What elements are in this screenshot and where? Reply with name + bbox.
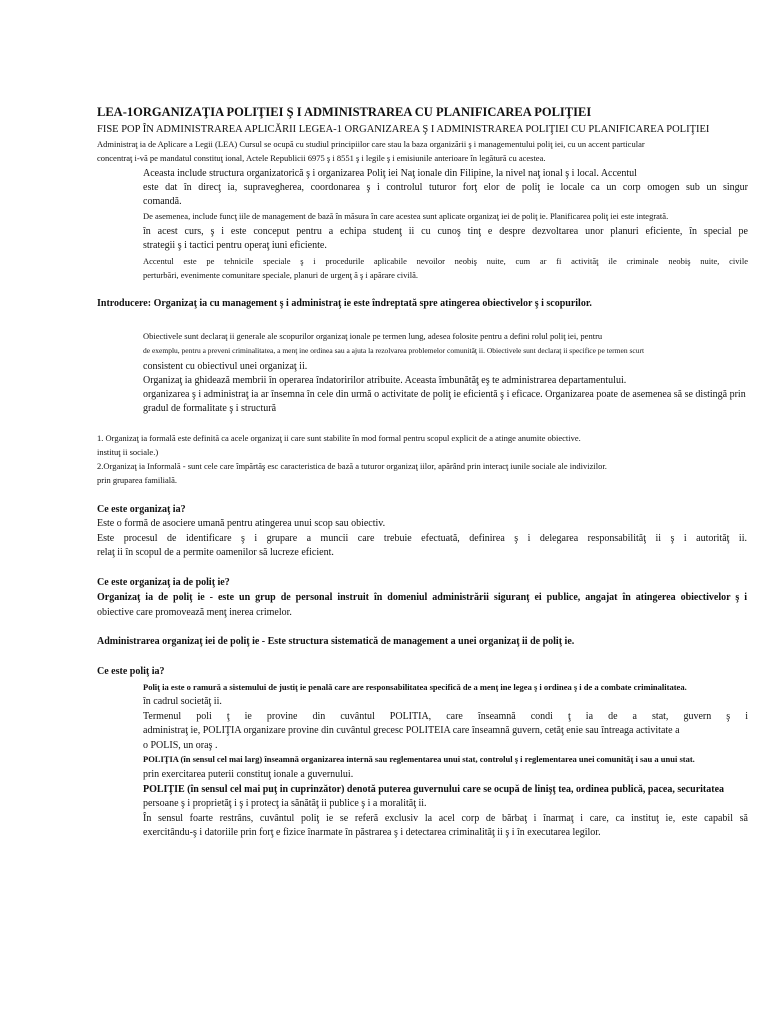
bullet-text: Aceasta include structura organizatorică ş i organizarea Poliţ iei Naţ ionale din Filipine, la nivel naţ ional ş i local. Accentul [143,168,637,179]
bullet-text: POLIŢIA (în sensul cel mai larg) înseamnă organizarea internă sau reglementarea unui stat, controlul ş i reglementarea unei comunităţ i sau a unui stat. [143,754,695,764]
bullet-icon [119,709,131,722]
bullet-text: în cadrul societăţ ii. [143,696,222,707]
intro-line: concentraţ i-vă pe mandatul constituţ ional, Actele Republicii 6975 ş i 8551 ş i legile ş i emisiunile anterioare în legătură cu acestea. [97,153,546,163]
bullet-text: Obiectivele sunt declaraţ ii generale ale scopurilor organizaţ ionale pe termen lung, adesea folosite pentru a defini rolul poliţ iei, pentru [143,331,603,341]
bullet-icon [119,811,131,824]
bullet-text: prin exercitarea puterii constituţ ionale a guvernului. [143,769,354,780]
bullet-text: de exemplu, pentru a preveni criminalitatea, a menţ ine ordinea sau a ajuta la rezolvarea problemelor comunităţ ii. Obiectivele sunt declaraţ ii specifice pe termen scurt [143,346,645,355]
bullet-icon [119,329,131,342]
numbered-item: 2.Organizaţ ia Informală - sunt cele care împărtăş esc caracteristica de bază a tuturor organizaţ iilor, apărând prin interacţ iunile sociale ale indivizilor. [97,461,607,471]
answer-line: Organizaţ ia de poliţ ie - este un grup de personal instruit în domeniul administrării siguranţ ei publice, angajat în atingerea obiectivelor ş i [97,592,747,603]
bullet-text: o POLIS, un oraş . [143,740,218,751]
intro-line: Administraţ ia de Aplicare a Legii (LEA) Cursul se ocupă cu studiul principiilor care stau la baza organizării ş i managementului poliţ iei, cu un accent particular [97,139,645,149]
answer-line: Este procesul de identificare ş i grupare a muncii care trebuie efectuată, definirea ş i delegarea responsabilităţ ii ş i autorităţ ii. [97,533,747,544]
bullet-text: strategii ş i tactici pentru operaţ iuni eficiente. [143,240,327,251]
bullet-text: POLIŢIE (în sensul cel mai puţ in cuprinzător) denotă puterea guvernului care se ocupă de linişţ tea, ordinea publică, pacea, securitatea [143,784,725,795]
bullet-text: administraţ ie, POLIŢIA organizare provine din cuvântul grecesc POLITEIA care înseamnă guvern, cetăţ enie sau întreaga activitate a [143,725,680,736]
section-question: Ce este poliţ ia? [97,666,165,677]
bullet-text: este dat în direcţ ia, supravegherea, coordonarea ş i controlul tuturor forţ elor de poliţ ie locale ca un corp omogen sub un singur [143,182,748,193]
bullet-text: în acest curs, ş i este conceput pentru a echipa studenţ ii cu cunoş tinţ e despre dezvoltarea unor planuri eficiente, în special pe [143,226,748,237]
bullet-text: consistent cu obiectivul unei organizaţ ii. [143,361,308,372]
bullet-text: Termenul poli ţ ie provine din cuvântul POLITIA, care înseamnă condi ţ ia de a stat, guvern ş i [143,711,748,722]
bullet-icon [119,373,131,386]
section-question: Ce este organizaţ ia de poliţ ie? [97,577,230,588]
bullet-icon [119,166,131,179]
bullet-icon [119,782,131,795]
document-title: LEA-1ORGANIZAŢIA POLIŢIEI Ş I ADMINISTRAREA CU PLANIFICAREA POLIŢIEI [97,105,592,119]
bullet-text: perturbări, evenimente comunitare speciale, planuri de urgenţ ă ş i apărare civilă. [143,270,419,280]
bullet-text: De asemenea, include funcţ iile de management de bază în măsura în care acestea sunt aplicate organizaţ iei de poliţ ie. Planificarea poliţ iei este integrată. [143,211,669,221]
answer-line: relaţ ii în scopul de a permite oamenilor să lucreze eficient. [97,547,334,558]
introducere-heading: Introducere: Organizaţ ia cu management ş i administraţ ie este îndreptată spre atingerea obiectivelor ş i scopurilor. [97,298,592,309]
bullet-text: gradul de formalitate ş i structură [143,403,277,414]
bullet-text: Accentul este pe tehnicile speciale ş i procedurile aplicabile nevoilor neobiş nuite, cum ar fi activităţ ile criminale neobiş nuite, civile [143,256,748,266]
bullet-text: organizarea ş i administraţ ia ar însemna în cele din urmă o activitate de poliţ ie eficientă ş i eficace. Organizarea poate de asemenea să se distingă prin [143,389,746,400]
bullet-icon [119,680,131,693]
bullet-icon [119,254,131,267]
answer-line: obiective care promovează menţ inerea crimelor. [97,607,292,618]
admin-definition: Administrarea organizaţ iei de poliţ ie - Este structura sistematică de management a unei organizaţ ii de poliţ ie. [97,636,575,647]
section-question: Ce este organizaţ ia? [97,504,186,515]
numbered-item: 1. Organizaţ ia formală este definită ca acele organizaţ ii care sunt stabilite în mod formal pentru scopul explicit de a atinge anumite obiective. [97,433,581,443]
bullet-icon [119,209,131,222]
document-subtitle: FISE POP ÎN ADMINISTRAREA APLICĂRII LEGEA-1 ORGANIZAREA Ş I ADMINISTRAREA POLIŢIEI CU PLANIFICAREA POLIŢIEI [97,124,710,135]
bullet-text: comandă. [143,196,182,207]
bullet-text: Organizaţ ia ghidează membrii în operarea îndatoririlor atribuite. Aceasta îmbunătăţ eş te administrarea departamentului. [143,375,627,386]
bullet-text: Poliţ ia este o ramură a sistemului de justiţ ie penală care are responsabilitatea specifică de a menţ ine legea ş i ordinea ş i de a combate criminalitatea. [143,682,687,692]
numbered-item: instituţ ii sociale.) [97,447,159,457]
bullet-text: În sensul foarte restrâns, cuvântul poliţ ie se referă exclusiv la acel corp de bărbaţ i înarmaţ i care, ca instituţ ie, este capabil să [143,813,748,824]
bullet-icon [119,752,131,765]
bullet-text: exercitându-ş i datoriile prin forţ e fizice înarmate în păstrarea ş i detectarea criminalităţ ii ş i în executarea legilor. [143,827,601,838]
answer-line: Este o formă de asociere umană pentru atingerea unui scop sau obiectiv. [97,518,386,529]
bullet-text: persoane ş i proprietăţ i ş i protecţ ia sănătăţ ii publice ş i a moralităţ ii. [143,798,427,809]
numbered-item: prin gruparea familială. [97,475,178,485]
